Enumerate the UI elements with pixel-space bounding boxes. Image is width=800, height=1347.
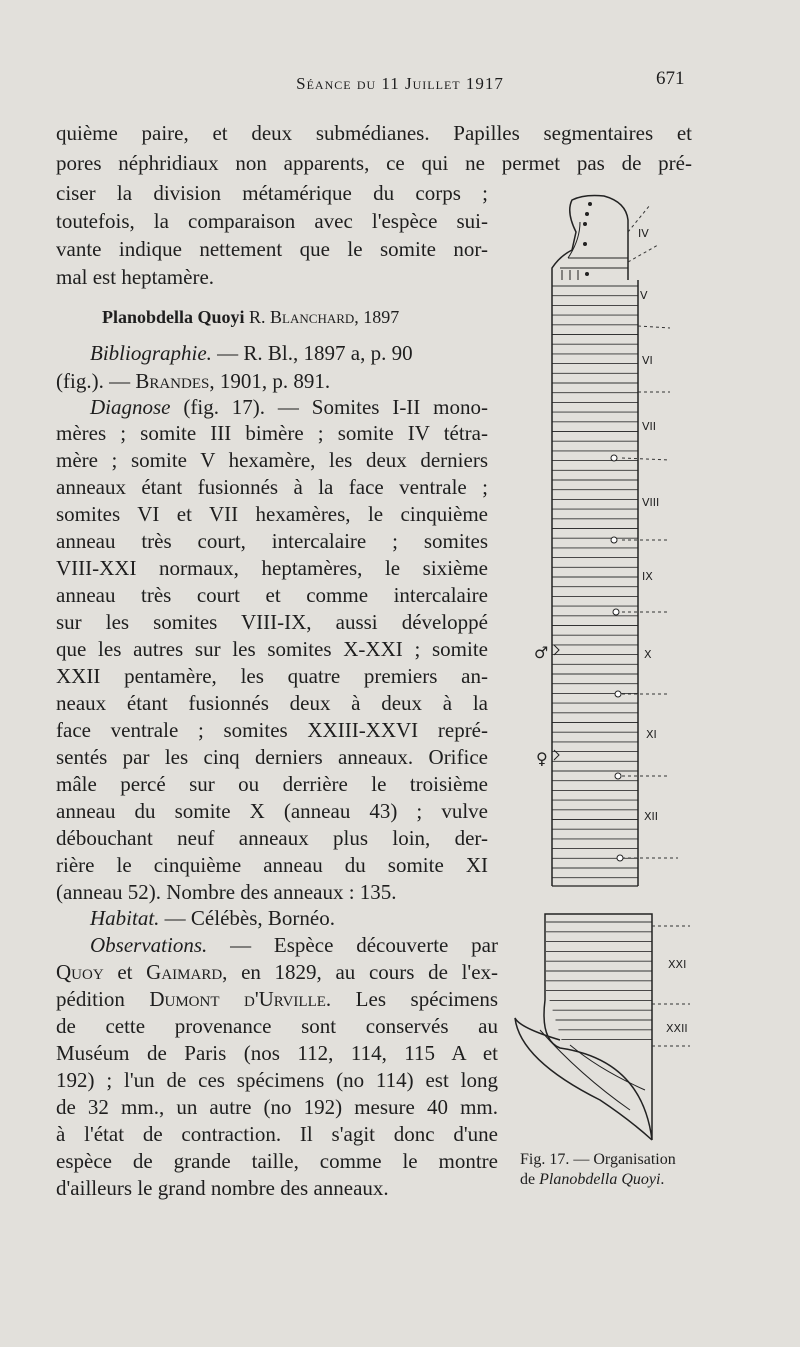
- somite-label: VIII: [642, 496, 660, 509]
- diagnose-line: mâle percé sur ou derrière le troisième: [56, 772, 488, 796]
- annuli-upper: [552, 286, 638, 878]
- somite-label: V: [640, 289, 648, 302]
- female-symbol: ♀: [536, 749, 548, 768]
- leech-figure: [505, 188, 695, 1148]
- posterior-outline: [544, 914, 652, 1140]
- head-outline: [552, 196, 628, 281]
- diagnose-label: Diagnose: [90, 395, 171, 419]
- text-line-5: vante indique nettement que le somite nor-: [56, 237, 488, 261]
- habitat-line: [90, 905, 335, 931]
- figure-caption-line-1: Fig. 17. — Organisation: [520, 1151, 676, 1168]
- somite-label: VI: [642, 354, 653, 367]
- diagnose-line: mères ; somite III bimère ; somite IV tétra-: [56, 421, 488, 445]
- somite-label: X: [644, 648, 652, 661]
- pore-mark: [615, 691, 621, 697]
- somite-label: XI: [646, 728, 657, 741]
- diagnose-line: XXII pentamère, les quatre premiers an-: [56, 664, 488, 688]
- diagnose-line: rière le cinquième anneau du somite XI: [56, 853, 488, 877]
- observations-line: espèce de grande taille, comme le montre: [56, 1149, 498, 1173]
- somite-label: VII: [642, 420, 657, 433]
- somite-label: IX: [642, 570, 653, 583]
- observations-line-1: [90, 932, 498, 958]
- observations-text-3b: . Les spécimens: [325, 987, 498, 1011]
- observations-label: Observations.: [90, 933, 208, 957]
- habitat-label: Habitat.: [90, 906, 160, 930]
- diagnose-line: anneau très court et comme intercalaire: [56, 583, 488, 607]
- habitat-text: — Célébès, Bornéo.: [159, 906, 335, 930]
- eye-spot: [585, 272, 589, 276]
- author-quoy: Quoy: [56, 960, 104, 984]
- male-pore-mark: [554, 645, 559, 655]
- observations-line: de 32 mm., un autre (no 192) mesure 40 mm.: [56, 1095, 498, 1119]
- text-line-4: toutefois, la comparaison avec l'espèce sui-: [56, 209, 488, 233]
- observations-line-2: [56, 959, 498, 985]
- bibliography-text-1: — R. Bl., 1897 a, p. 90: [211, 341, 413, 365]
- figure-caption-line-2: [520, 1170, 720, 1190]
- eye-spot: [585, 212, 589, 216]
- somite-label: XXII: [666, 1022, 688, 1035]
- observations-text-2a: et: [103, 960, 147, 984]
- observations-text-3a: pédition: [56, 987, 150, 1011]
- caption-prefix: de: [520, 1171, 540, 1188]
- observations-text-1: — Espèce découverte par: [207, 933, 498, 957]
- diagnose-line: que les autres sur les somites X-XXI ; somite: [56, 637, 488, 661]
- bibliography-text-2b: , 1901, p. 891.: [209, 369, 331, 393]
- expedition-name: Dumont d'Urville: [149, 987, 326, 1011]
- somite-label: XXI: [668, 958, 687, 971]
- bibliography-line-2: [56, 368, 488, 394]
- diagnose-line: anneaux étant fusionnés à la face ventrale ;: [56, 475, 488, 499]
- pore-mark: [613, 609, 619, 615]
- species-heading-author: R. Blanchard, 1897: [249, 307, 400, 327]
- bibliography-author: Brandes: [135, 369, 210, 393]
- diagnose-line-last: (anneau 52). Nombre des anneaux : 135.: [56, 880, 397, 904]
- annuli-lower: [546, 922, 652, 1040]
- caption-suffix: .: [660, 1171, 665, 1188]
- page-number: 671: [656, 68, 685, 89]
- diagnose-line: mère ; somite V hexamère, les deux derniers: [56, 448, 488, 472]
- diagnose-line: sur les somites VIII-IX, aussi développé: [56, 610, 488, 634]
- species-heading: [102, 304, 399, 330]
- text-line-3: ciser la division métamérique du corps ;: [56, 181, 488, 205]
- text-line-1: quième paire, et deux submédianes. Papilles segmentaires et: [56, 121, 692, 145]
- observations-line: à l'état de contraction. Il s'agit donc d'une: [56, 1122, 498, 1146]
- observations-line: 192) ; l'un de ces spécimens (no 114) est long: [56, 1068, 498, 1092]
- leader-line: [628, 245, 658, 262]
- leader-line: [638, 326, 670, 328]
- bibliography-label: Bibliographie.: [90, 341, 212, 365]
- observations-line: de cette provenance sont conservés au: [56, 1014, 498, 1038]
- diagnose-line: neaux étant fusionnés deux à deux à la: [56, 691, 488, 715]
- author-gaimard: Gaimard: [146, 960, 223, 984]
- sucker-inner: [570, 1045, 645, 1090]
- diagnose-line: somites VI et VII hexamères, le cinquième: [56, 502, 488, 526]
- text-line-2: pores néphridiaux non apparents, ce qui ne permet pas de pré-: [56, 151, 692, 175]
- caption-species: Planobdella Quoyi: [539, 1171, 661, 1188]
- observations-line: Muséum de Paris (nos 112, 114, 115 A et: [56, 1041, 498, 1065]
- figure-caption: [520, 1150, 720, 1190]
- somite-label: IV: [638, 227, 649, 240]
- diagnose-line: anneau du somite X (anneau 43) ; vulve: [56, 799, 488, 823]
- diagnose-text-1: (fig. 17). — Somites I-II mono-: [170, 395, 488, 419]
- observations-line-3: [56, 986, 498, 1012]
- eye-spot: [583, 242, 587, 246]
- eye-spot: [583, 222, 587, 226]
- pore-mark: [611, 455, 617, 461]
- text-line-6: mal est heptamère.: [56, 265, 215, 289]
- sucker-outline: [515, 1018, 652, 1140]
- observations-text-2b: , en 1829, au cours de l'ex-: [222, 960, 499, 984]
- diagnose-line: débouchant neuf anneaux plus loin, der-: [56, 826, 488, 850]
- male-symbol: ♂: [534, 643, 549, 662]
- running-head: Séance du 11 Juillet 1917: [296, 74, 504, 93]
- somite-label: XII: [644, 810, 659, 823]
- diagnose-line: sentés par les cinq derniers anneaux. Orifice: [56, 745, 488, 769]
- species-heading-name: Planobdella Quoyi: [102, 307, 245, 327]
- pore-mark: [611, 537, 617, 543]
- diagnose-line: VIII-XXI normaux, heptamères, le sixième: [56, 556, 488, 580]
- bibliography-line-1: [90, 340, 488, 366]
- eye-spot: [588, 202, 592, 206]
- diagnose-line-1: [90, 394, 488, 420]
- diagnose-line: anneau très court, intercalaire ; somites: [56, 529, 488, 553]
- leader-line: [622, 458, 670, 460]
- pore-mark: [615, 773, 621, 779]
- diagnose-line: face ventrale ; somites XXIII-XXVI repré-: [56, 718, 488, 742]
- observations-line-last: d'ailleurs le grand nombre des anneaux.: [56, 1176, 389, 1200]
- pore-mark: [617, 855, 623, 861]
- bibliography-text-2a: (fig.). —: [56, 369, 136, 393]
